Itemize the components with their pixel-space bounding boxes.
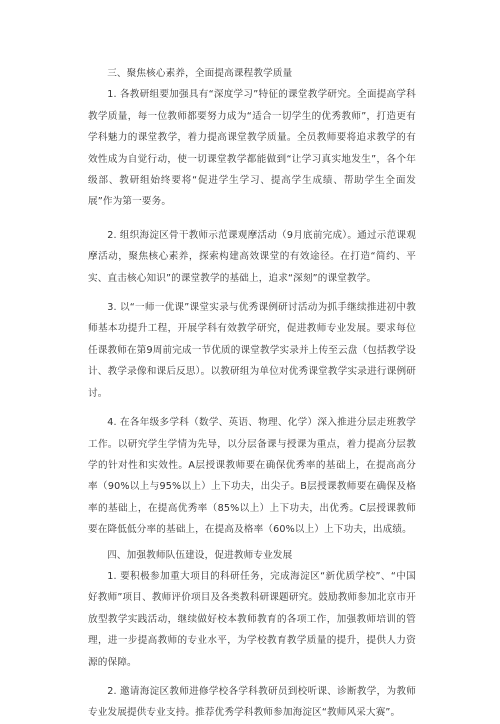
document-body xyxy=(88,63,416,724)
paragraph-3-1: 1. 各教研组要加强具有“深度学习”特征的课堂教学研究。全面提高学科教学质量，每一位教师都要努力成为“适合一切学生的优秀教师”，打造更有学科魅力的课堂教学，着力提高课堂教学质量。全员教师要将追求教学的有效性成为自觉行动，使一切课堂教学都能做到“让学习真实地发生”，各个年级部、教研组始终要将“促进学生学习、提高学生成绩、帮助学生全面发展”作为第一要务。 xyxy=(88,89,416,208)
paragraph-4-1: 1. 要积极参加重大项目的科研任务，完成海淀区“新优质学校”、“中国好教师”项目、教师评价项目及各类教科研课题研究。鼓励教师参加北京市开放型教学实践活动，继续做好校本教师教育的各项工作，加强教师培训的管理，进一步提高教师的专业水平，为学校教育教学质量的提升，提供人力资源的保障。 xyxy=(88,570,416,668)
paragraph-4-2: 2. 邀请海淀区教师进修学校各学科教研员到校听课、诊断教学，为教师专业发展提供专业支持。推荐优秀学科教师参加海淀区“教师风采大赛”。 xyxy=(88,685,416,719)
paragraph-3-3: 3. 以“一师一优课”课堂实录与优秀课例研讨活动为抓手继续推进初中教师基本功提升工程，开展学科有效教学研究，促进教师专业发展。要求每位任课教师在第9周前完成一节优质的课堂教学实录并上传至云盘（包括教学设计、教学录像和课后反思）。以教研组为单位对优秀课堂教学实录进行课例研讨。 xyxy=(88,302,416,399)
paragraph-3-2: 2. 组织海淀区骨干教师示范课观摩活动（9月底前完成）。通过示范课观摩活动，聚焦核心素养，探索构建高效课堂的有效途径。在打造“简约、平实、直击核心知识”的课堂教学的基础上，追求“深刻”的课堂教学。 xyxy=(88,229,416,284)
section-heading-4: 四、加强教师队伍建设，促进教师专业发展 xyxy=(107,549,293,561)
paragraph-3-4: 4. 在各年级多学科（数学、英语、物理、化学）深入推进分层走班教学工作。以研究学生学情为先导，以分层备课与授课为重点，着力提高分层教学的针对性和实效性。A层授课教师要在确保优秀率的基础上，在提高高分率（90%以上与95%以上）上下功夫，出尖子。B层授课教师要在确保及格率的基础上，在提高优秀率（85%以上）上下功夫，出优秀。C层授课教师要在降低低分率的基础上，在提高及格率（60%以上）上下功夫，出成绩。 xyxy=(88,417,416,536)
section-heading-3: 三、聚焦核心素养，全面提高课程教学质量 xyxy=(107,68,293,79)
